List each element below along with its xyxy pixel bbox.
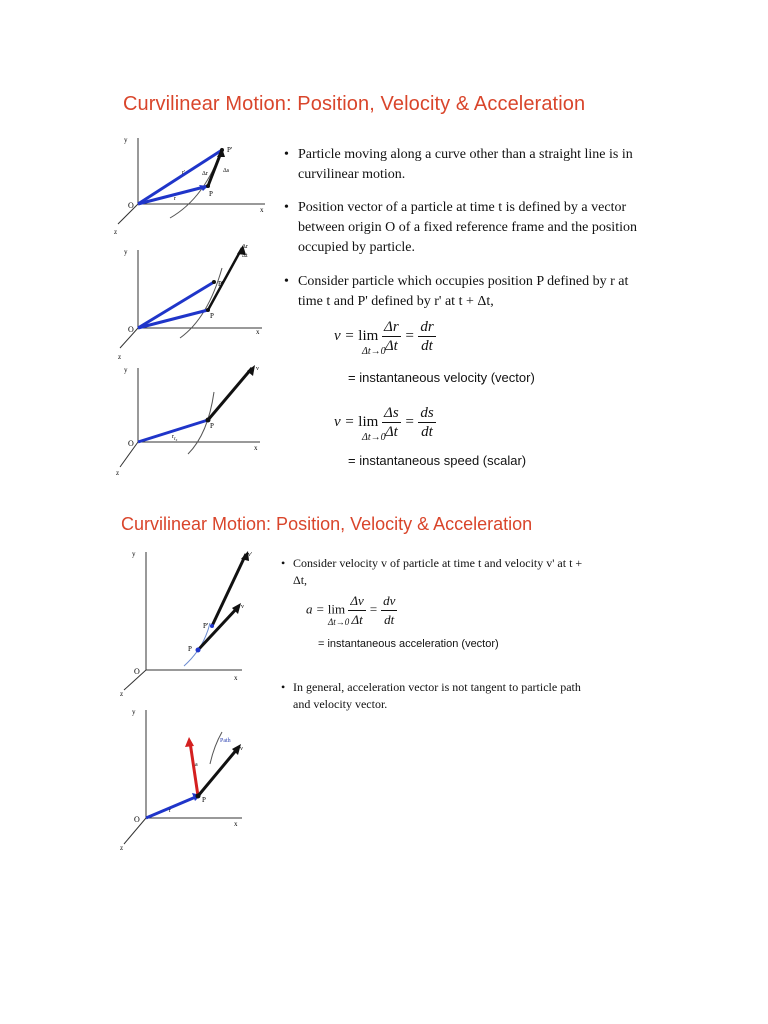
- vector-delta-r-over-dt: [208, 248, 242, 310]
- svg-text:Δt: Δt: [242, 253, 248, 259]
- svg-text:z: z: [120, 690, 124, 698]
- svg-text:y: y: [132, 550, 136, 558]
- eq-velocity-frac2: $\frac{dr}{dt}$: [420, 319, 434, 354]
- vector-r-prime-2: [138, 282, 214, 328]
- diagram-position: [110, 128, 270, 238]
- bullet-4: • Consider velocity v of particle at time t and velocity v' at t + Δt,: [281, 556, 583, 587]
- label-x: x: [260, 206, 264, 214]
- label-delta-s: Δs: [223, 168, 230, 174]
- svg-text:z: z: [120, 844, 124, 851]
- label-r-prime: r': [182, 170, 186, 176]
- svg-text:P': P': [218, 280, 224, 288]
- figure-acceleration-vector: [114, 706, 264, 851]
- bullet-3: • Consider particle which occupies position P defined by r at time t and P' defined by r' at t + Δt,: [284, 274, 629, 309]
- accel-result: = instantaneous acceleration (vector): [318, 638, 499, 650]
- bullet-5: • In general, acceleration vector is not tangent to particle path and velocity vector.: [281, 680, 581, 711]
- diagram-velocity-tangent: [110, 362, 270, 477]
- label-p: P: [209, 190, 213, 198]
- svg-text:x: x: [234, 820, 238, 828]
- figure-velocity-tangent: [110, 362, 270, 477]
- svg-text:r: r: [169, 808, 171, 814]
- svg-text:y: y: [124, 248, 128, 256]
- label-v: v: [256, 366, 259, 372]
- svg-text:z: z: [116, 469, 120, 477]
- label-z: z: [114, 228, 118, 236]
- svg-text:x: x: [256, 328, 260, 336]
- label-r0: r₀: [174, 437, 178, 442]
- bullet-1-text: Particle moving along a curve other than a straight line is in curvilinear motion.: [298, 147, 633, 182]
- svg-text:r: r: [172, 434, 174, 440]
- eq-velocity-lhs: v =: [334, 327, 355, 344]
- diagram-accel-vector: [114, 706, 264, 851]
- eq-velocity-lim: lim: [358, 327, 379, 344]
- vector-v: [208, 368, 252, 420]
- equation-velocity: v = lim $\frac{\Delta r}{\Delta t}$ = $\frac{dr}{dt}$: [334, 319, 434, 354]
- bullet-3-text: Consider particle which occupies position P defined by r at time t and P' defined by r' at t + Δt,: [298, 274, 629, 309]
- vector-r-5: [146, 796, 198, 818]
- bullet-1: • Particle moving along a curve other than a straight line is in curvilinear motion.: [284, 147, 633, 182]
- svg-text:Δr: Δr: [242, 244, 248, 250]
- label-a: a: [195, 762, 198, 768]
- svg-text:O: O: [134, 667, 140, 676]
- eq-speed-sub: Δt→0: [362, 432, 386, 443]
- slide2-title: Curvilinear Motion: Position, Velocity & Acceleration: [121, 514, 533, 534]
- slide1-title: Curvilinear Motion: Position, Velocity & Acceleration: [123, 93, 586, 115]
- label-r: r: [174, 196, 176, 202]
- svg-text:y: y: [132, 708, 136, 716]
- svg-text:v: v: [240, 746, 243, 752]
- svg-text:P: P: [210, 422, 214, 430]
- svg-text:P: P: [210, 312, 214, 320]
- speed-result: = instantaneous speed (scalar): [348, 453, 527, 468]
- eq-velocity-frac1: $\frac{\Delta r}{\Delta t}$: [384, 319, 399, 354]
- bullet-2-text: Position vector of a particle at time t is defined by a vector between origin O of a fixed reference frame and the position occupied by particle.: [298, 200, 637, 255]
- eq-accel-frac1: $\frac{\Delta v}{\Delta t}$: [350, 593, 364, 627]
- svg-text:v: v: [241, 604, 244, 610]
- figure-position-vectors: [110, 128, 270, 238]
- vector-v-5: [198, 748, 238, 796]
- svg-text:z: z: [118, 353, 122, 361]
- bullet-4-text: Consider velocity v of particle at time t and velocity v' at t + Δt,: [293, 556, 583, 587]
- eq-speed-frac1: $\frac{\Delta s}{\Delta t}$: [384, 405, 399, 440]
- label-delta-r: Δr: [202, 171, 208, 177]
- label-p-prime: P': [227, 146, 233, 154]
- svg-text:O: O: [128, 325, 134, 334]
- eq-speed-frac2: $\frac{ds}{dt}$: [420, 405, 434, 440]
- svg-text:y: y: [124, 366, 128, 374]
- equation-speed: v = lim $\frac{\Delta s}{\Delta t}$ = $\frac{ds}{dt}$: [334, 405, 434, 440]
- svg-text:O: O: [128, 439, 134, 448]
- svg-text:P: P: [202, 796, 206, 804]
- vector-a: [190, 742, 198, 796]
- equation-acceleration: a = lim $\frac{\Delta v}{\Delta t}$ = $\frac{dv}{dt}$: [306, 593, 396, 627]
- svg-text:x: x: [234, 674, 238, 682]
- svg-text:P: P: [188, 645, 192, 653]
- bullet-2: • Position vector of a particle at time t is defined by a vector between origin O of a fixed reference frame and the position occupied by particle.: [284, 200, 637, 255]
- label-v-prime: v': [248, 552, 253, 558]
- label-path: Path: [220, 738, 231, 744]
- bullet-5-text: In general, acceleration vector is not tangent to particle path and velocity vector.: [293, 680, 581, 711]
- velocity-result: = instantaneous velocity (vector): [348, 370, 535, 385]
- figure-acceleration-velocities: [114, 548, 264, 698]
- eq-accel-frac2: $\frac{dv}{dt}$: [383, 593, 396, 627]
- label-y: y: [124, 136, 128, 144]
- svg-text:O: O: [134, 815, 140, 824]
- diagram-accel-velocities: [114, 548, 264, 698]
- diagram-velocity-limit: [110, 238, 270, 363]
- eq-accel-sub: Δt→0: [328, 617, 350, 627]
- label-origin: O: [128, 201, 134, 210]
- figure-velocity-limit: [110, 238, 270, 363]
- svg-text:x: x: [254, 444, 258, 452]
- vector-r-2: [138, 310, 208, 328]
- eq-velocity-sub: Δt→0: [362, 346, 386, 357]
- svg-text:P': P': [203, 622, 209, 630]
